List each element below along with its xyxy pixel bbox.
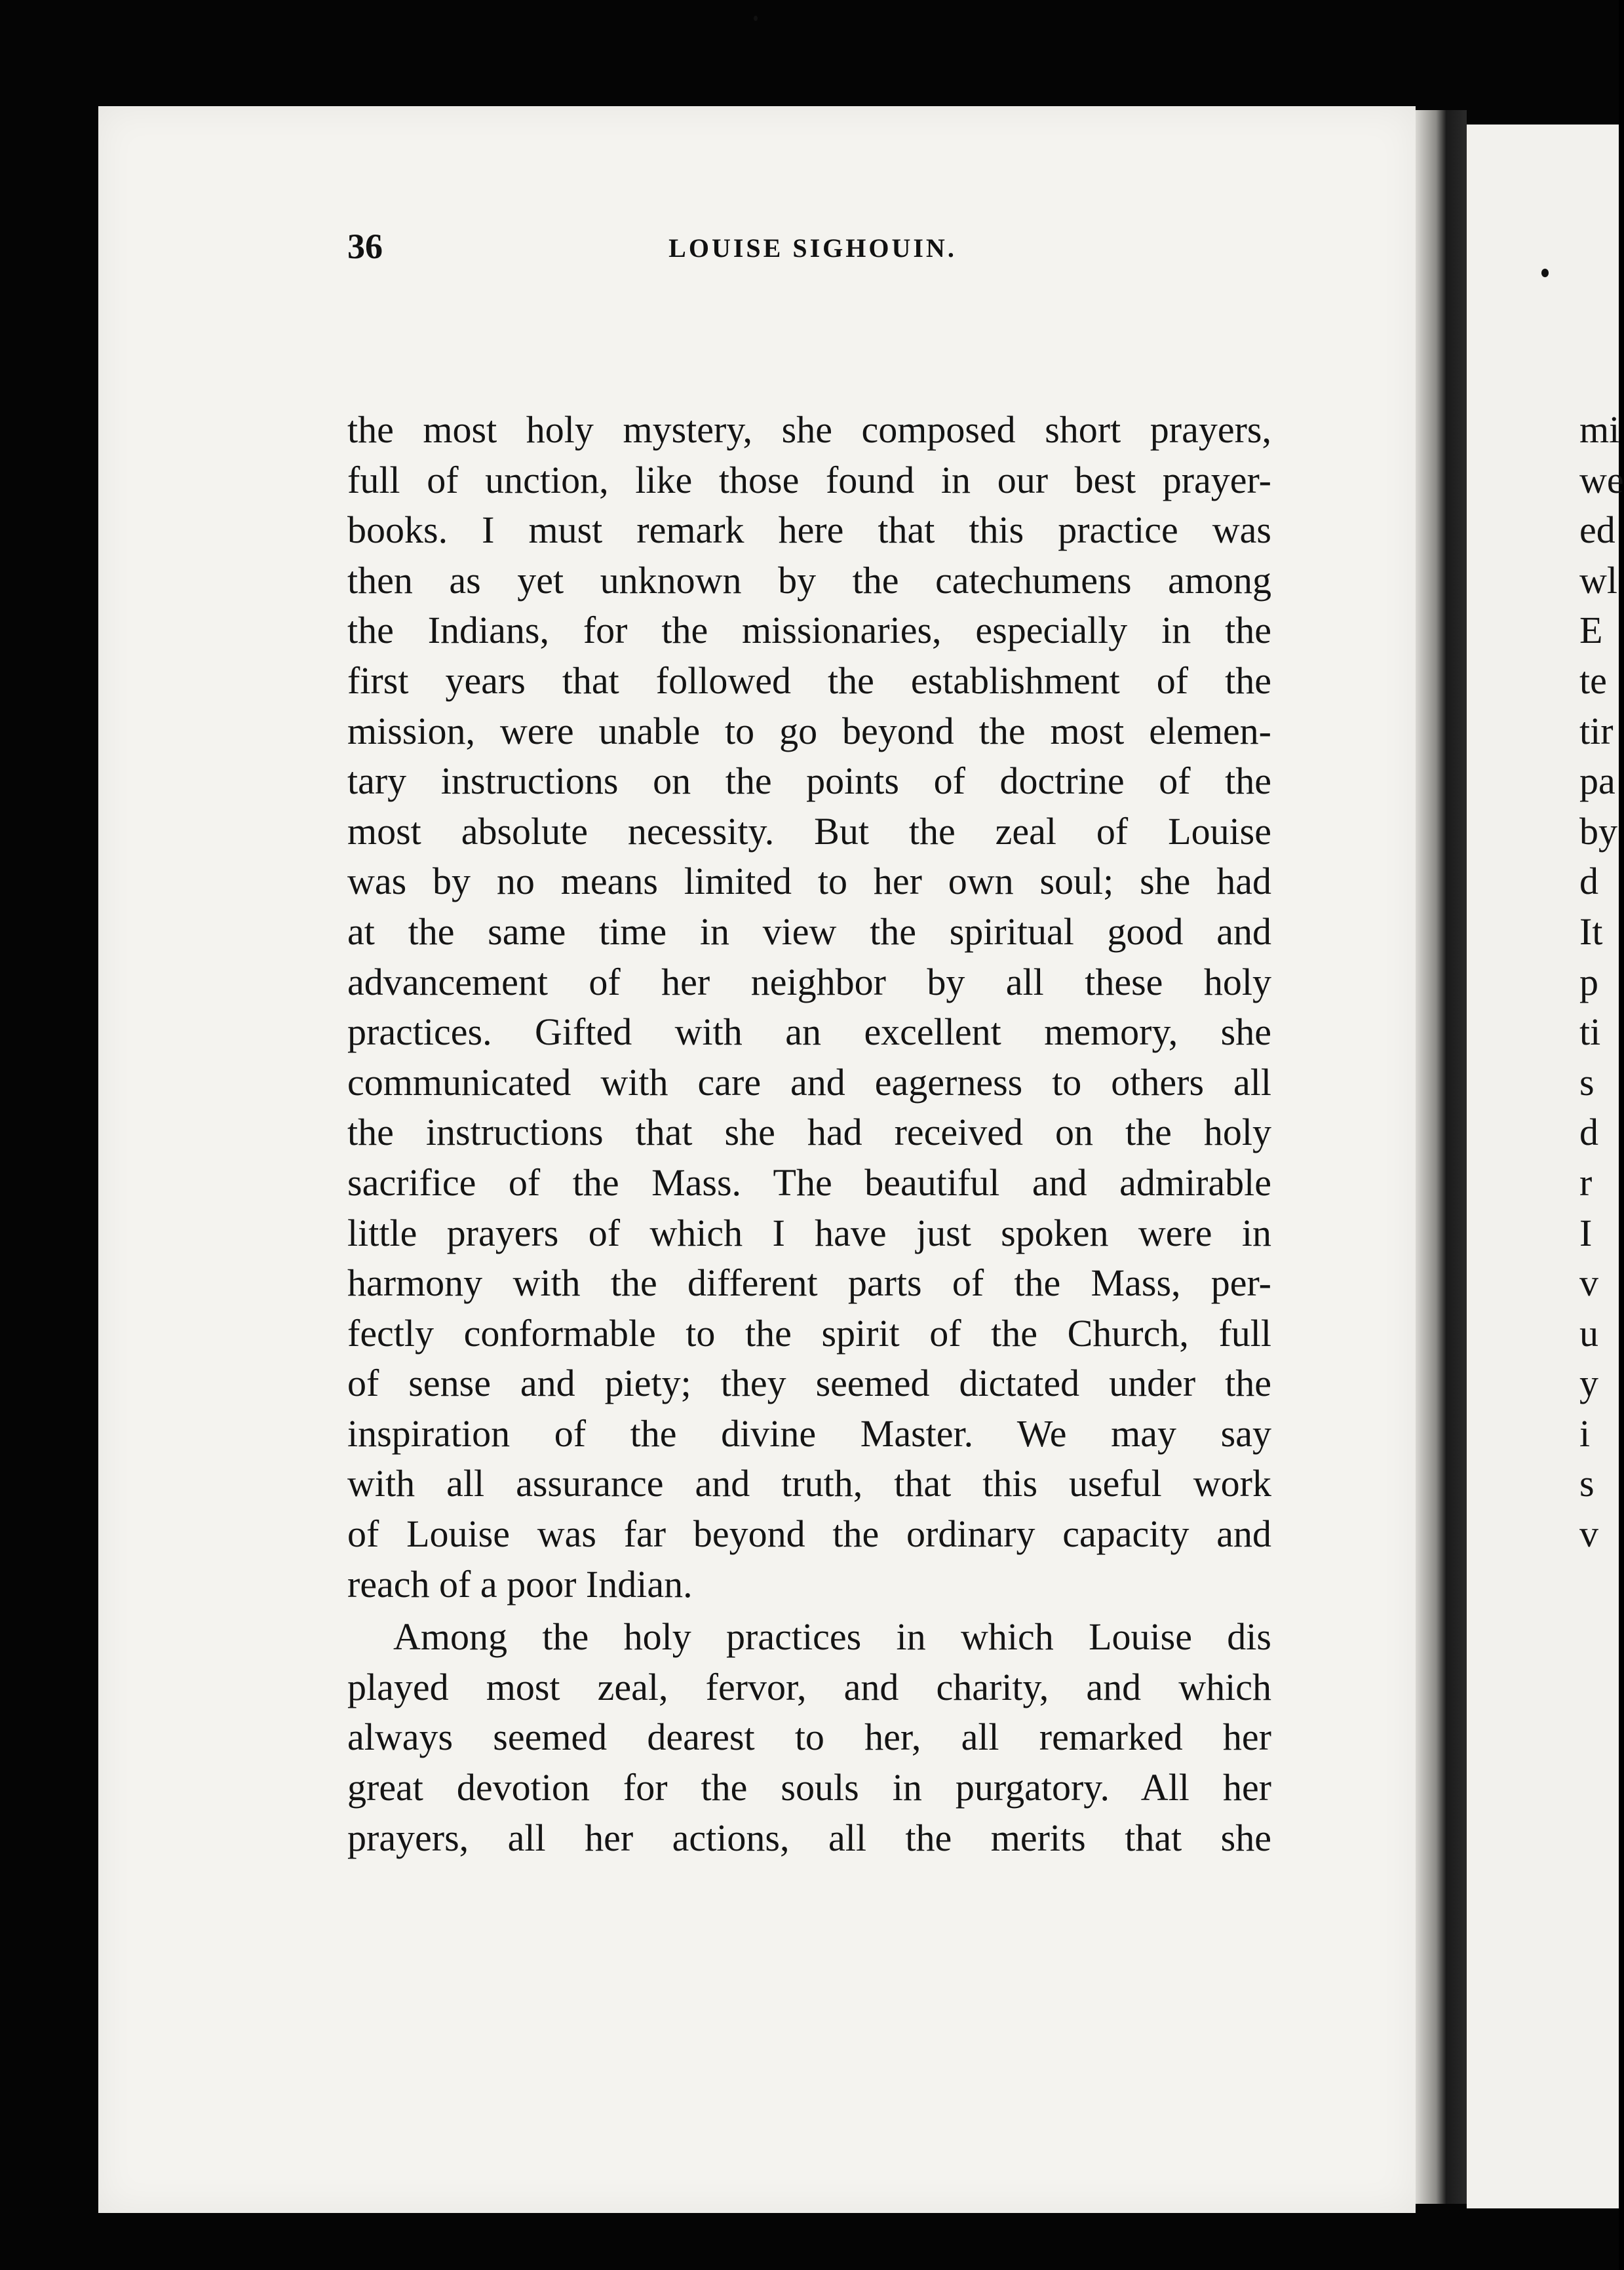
text-line: tary instructions on the points of doctrine of the <box>347 760 1271 803</box>
facing-page-text <box>1579 405 1624 1560</box>
text-line: inspiration of the divine Master. We may say <box>347 1412 1271 1455</box>
page-number: 36 <box>347 227 383 266</box>
text-line: practices. Gifted with an excellent memory, she <box>347 1010 1271 1054</box>
facing-page-fragment: v <box>1579 1261 1598 1305</box>
text-line: sacrifice of the Mass. The beautiful and admirable <box>347 1161 1271 1204</box>
text-line: with all assurance and truth, that this useful work <box>347 1462 1271 1505</box>
book-gutter <box>1416 110 1467 2204</box>
text-line: the Indians, for the missionaries, especially in the <box>347 609 1271 652</box>
text-line: communicated with care and eagerness to others all <box>347 1060 1271 1104</box>
facing-page-fragment: te <box>1579 659 1607 702</box>
facing-page-fragment: I <box>1579 1211 1593 1254</box>
text-line: of Louise was far beyond the ordinary capacity and <box>347 1512 1271 1556</box>
text-line: fectly conformable to the spirit of the Church, full <box>347 1311 1271 1355</box>
running-head-title: LOUISE SIGHOUIN. <box>668 233 957 263</box>
text-line: the instructions that she had received on the holy <box>347 1111 1271 1154</box>
facing-page-fragment: d <box>1579 860 1598 903</box>
facing-page-fragment: d <box>1579 1111 1598 1154</box>
text-line: at the same time in view the spiritual good and <box>347 910 1271 953</box>
text-line: the most holy mystery, she composed short prayers, <box>347 408 1271 451</box>
text-line: prayers, all her actions, all the merits that she <box>347 1816 1271 1859</box>
facing-page-fragment: s <box>1579 1462 1595 1505</box>
text-line: mission, were unable to go beyond the most elemen- <box>347 709 1271 752</box>
body-text <box>347 405 1271 1863</box>
dust-speck <box>1541 269 1549 277</box>
text-line: harmony with the different parts of the Mass, per- <box>347 1261 1271 1305</box>
text-line: of sense and piety; they seemed dictated under the <box>347 1362 1271 1405</box>
facing-page-fragment: s <box>1579 1060 1595 1104</box>
text-line: first years that followed the establishment of the <box>347 659 1271 702</box>
dust-speck <box>754 16 758 21</box>
text-line: little prayers of which I have just spoken were in <box>347 1211 1271 1254</box>
facing-page-fragment: p <box>1579 960 1598 1003</box>
facing-page-fragment: u <box>1579 1311 1598 1355</box>
facing-page-fragment: It <box>1579 910 1603 953</box>
facing-page-fragment: we <box>1579 458 1624 501</box>
text-line: books. I must remark here that this practice was <box>347 509 1271 552</box>
text-line: advancement of her neighbor by all these holy <box>347 960 1271 1003</box>
facing-page-fragment: ed <box>1579 509 1615 552</box>
facing-page-fragment: v <box>1579 1512 1598 1556</box>
text-line: great devotion for the souls in purgatory. All her <box>347 1766 1271 1809</box>
facing-page-fragment: pa <box>1579 760 1615 803</box>
facing-page-fragment: E <box>1579 609 1603 652</box>
text-line: always seemed dearest to her, all remarked her <box>347 1716 1271 1759</box>
paragraph <box>347 1612 1271 1863</box>
text-line: then as yet unknown by the catechumens among <box>347 558 1271 602</box>
facing-page-fragment: y <box>1579 1362 1598 1405</box>
facing-page-fragment: ti <box>1579 1010 1601 1054</box>
text-line: played most zeal, fervor, and charity, and which <box>347 1665 1271 1708</box>
text-line: Among the holy practices in which Louise dis <box>393 1615 1271 1659</box>
text-line: full of unction, like those found in our best prayer- <box>347 458 1271 501</box>
paragraph <box>347 405 1271 1609</box>
text-line: was by no means limited to her own soul; she had <box>347 860 1271 903</box>
text-line: most absolute necessity. But the zeal of Louise <box>347 809 1271 853</box>
facing-page-fragment: tir <box>1579 709 1614 752</box>
facing-page-fragment: wl <box>1579 558 1617 602</box>
facing-page-fragment: r <box>1579 1161 1593 1204</box>
facing-page-fragment: i <box>1579 1412 1591 1455</box>
facing-page-fragment: mi <box>1579 408 1620 451</box>
facing-page-fragment: by <box>1579 809 1617 853</box>
text-line: reach of a poor Indian. <box>347 1562 693 1606</box>
